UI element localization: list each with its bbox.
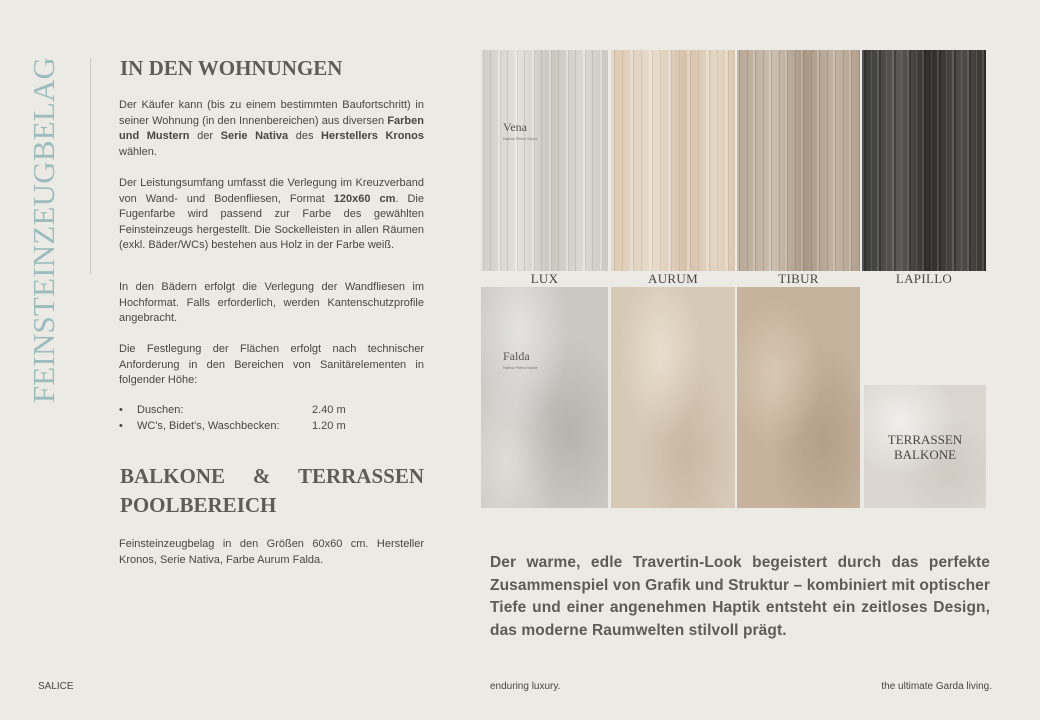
section-heading-balconies: BALKONE & TERRASSEN POOLBEREICH — [120, 464, 424, 517]
tile-label-aurum: AURUM — [648, 271, 698, 286]
vertical-title-text: FEINSTEINZEUGBELAG — [26, 56, 61, 404]
tile-brand-falda: Falda Nativa Pietra Stone — [503, 349, 538, 370]
vertical-title — [14, 48, 74, 413]
tile-swatch-lapillo — [862, 50, 986, 271]
quote-text: Der warme, edle Travertin-Look begeistert durch das perfekte Zusammenspiel von Grafik und Struktur – kombiniert mit optischer Tiefe und einer angenehmen Haptik entsteht ein zeitloses Design, das moderne Raumwelten stilvoll prägt. — [490, 554, 990, 639]
tile-label-lux: LUX — [530, 271, 559, 286]
tile-label-lapillo: LAPILLO — [895, 271, 953, 286]
tile-swatch-falda-aurum — [611, 287, 735, 508]
bullet-icon: • — [119, 419, 123, 432]
paragraph-bathrooms: In den Bädern erfolgt die Verlegung der Wandfliesen im Hochformat. Falls erforderlich, werden Kantenschutzprofile angebracht. — [119, 281, 424, 325]
tile-swatch-terrace — [864, 385, 986, 508]
terrace-label: TERRASSEN BALKONE — [887, 432, 963, 462]
section-heading-apartments: IN DEN WOHNUNGEN — [120, 56, 343, 80]
divider-line — [90, 58, 91, 274]
paragraph-balconies: Feinsteinzeugbelag in den Größen 60x60 cm. Hersteller Kronos, Serie Nativa, Farbe Aurum Falda. — [119, 538, 424, 566]
list-item: • Duschen: 2.40 m — [119, 403, 424, 419]
list-item: • WC's, Bidet's, Waschbecken: 1.20 m — [119, 419, 424, 435]
tile-label-tibur: TIBUR — [778, 271, 819, 286]
footer-brand: SALICE — [38, 681, 74, 692]
footer-tagline: enduring luxury. — [490, 681, 561, 692]
tile-swatch-lux — [481, 50, 608, 271]
tile-brand-vena: Vena Nativa Pietra Stone — [503, 120, 538, 141]
bullet-icon: • — [119, 404, 123, 416]
tile-swatch-aurum — [611, 50, 735, 271]
tile-swatch-falda-tibur — [737, 287, 860, 508]
tile-swatch-tibur — [737, 50, 860, 271]
paragraph-scope: Der Leistungsumfang umfasst die Verlegung im Kreuzverband von Wand- und Bodenfliesen, Format 120x60 cm. Die Fugenfarbe wird passend zur Farbe des gewählten Feinsteinzeugs hergestellt. Die Sockelleisten in allen Räumen (exkl. Bäder/WCs) bestehen aus Holz in der Farbe weiß. — [119, 177, 424, 252]
footer-slogan: the ultimate Garda living. — [881, 681, 992, 692]
height-list — [119, 403, 424, 434]
paragraph-heights: Die Festlegung der Flächen erfolgt nach technischer Anforderung in den Bereichen von Sanitärelementen in folgender Höhe: — [119, 343, 424, 387]
paragraph-choice: Der Käufer kann (bis zu einem bestimmten Baufortschritt) in seiner Wohnung (in den Innenbereichen) aus diversen Farben und Mustern der Serie Nativa des Herstellers Kronos wählen. — [119, 99, 424, 158]
tile-swatch-falda-lux — [481, 287, 608, 508]
